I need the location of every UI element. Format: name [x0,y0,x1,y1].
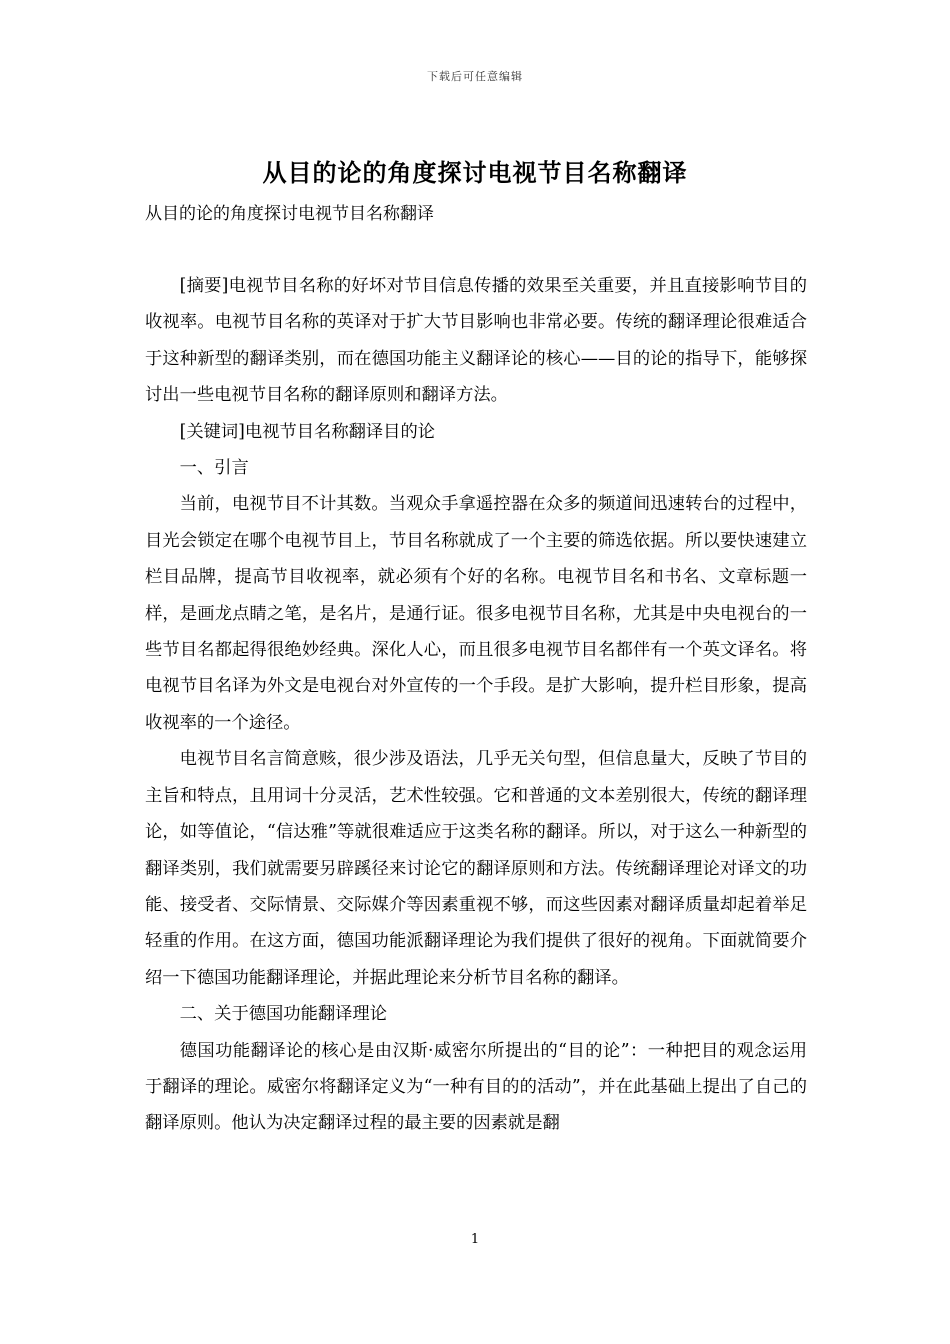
section-heading-functional-theory: 二、关于德国功能翻译理论 [179,1004,387,1025]
document-title: 从目的论的角度探讨电视节目名称翻译 [262,159,688,187]
body-paragraph: 当前，电视节目不计其数。当观众手拿遥控器在众多的频道间迅速转台的过程中，目光会锁定在哪个电视节目上，节目名称就成了一个主要的筛选依据。所以要快速建立栏目品牌，提高节目收视率，就必须有个好的名称。电视节目名和书名、文章标题一样，是画龙点睛之笔，是名片，是通行证。很多电视节目名称，尤其是中央电视台的一些节目名都起得很绝妙经典。深化人心，而且很多电视节目名都伴有一个英文译名。将电视节目名译为外文是电视台对外宣传的一个手段。是扩大影响，提升栏目形象，提高收视率的一个途径。 [145,494,807,733]
document-subtitle: 从目的论的角度探讨电视节目名称翻译 [145,204,434,224]
header-note: 下载后可任意编辑 [427,70,523,83]
body-paragraph: 电视节目名言简意赅，很少涉及语法，几乎无关句型，但信息量大，反映了节目的主旨和特点，且用词十分灵活，艺术性较强。它和普通的文本差别很大，传统的翻译理论，如等值论，“信达雅”等就很难适应于这类名称的翻译。所以，对于这么一种新型的翻译类别，我们就需要另辟蹊径来讨论它的翻译原则和方法。传统翻译理论对译文的功能、接受者、交际情景、交际媒介等因素重视不够，而这些因素对翻译质量却起着举足轻重的作用。在这方面，德国功能派翻译理论为我们提供了很好的视角。下面就简要介绍一下德国功能翻译理论，并据此理论来分析节目名称的翻译。 [145,749,807,988]
section-heading-introduction: 一、引言 [179,458,249,479]
body-paragraph: 德国功能翻译论的核心是由汉斯·威密尔所提出的“目的论”：一种把目的观念运用于翻译的理论。威密尔将翻译定义为“一种有目的的活动”，并在此基础上提出了自己的翻译原则。他认为决定翻译过程的最主要的因素就是翻 [145,1040,807,1134]
abstract-paragraph: [摘要]电视节目名称的好坏对节目信息传播的效果至关重要，并且直接影响节目的收视率。电视节目名称的英译对于扩大节目影响也非常必要。传统的翻译理论很难适合于这种新型的翻译类别，而在德国功能主义翻译论的核心——目的论的指导下，能够探讨出一些电视节目名称的翻译原则和翻译方法。 [145,276,807,406]
document-body [145,268,807,1142]
page-number: 1 [470,1232,480,1247]
keywords-paragraph: [关键词]电视节目名称翻译目的论 [179,421,436,442]
